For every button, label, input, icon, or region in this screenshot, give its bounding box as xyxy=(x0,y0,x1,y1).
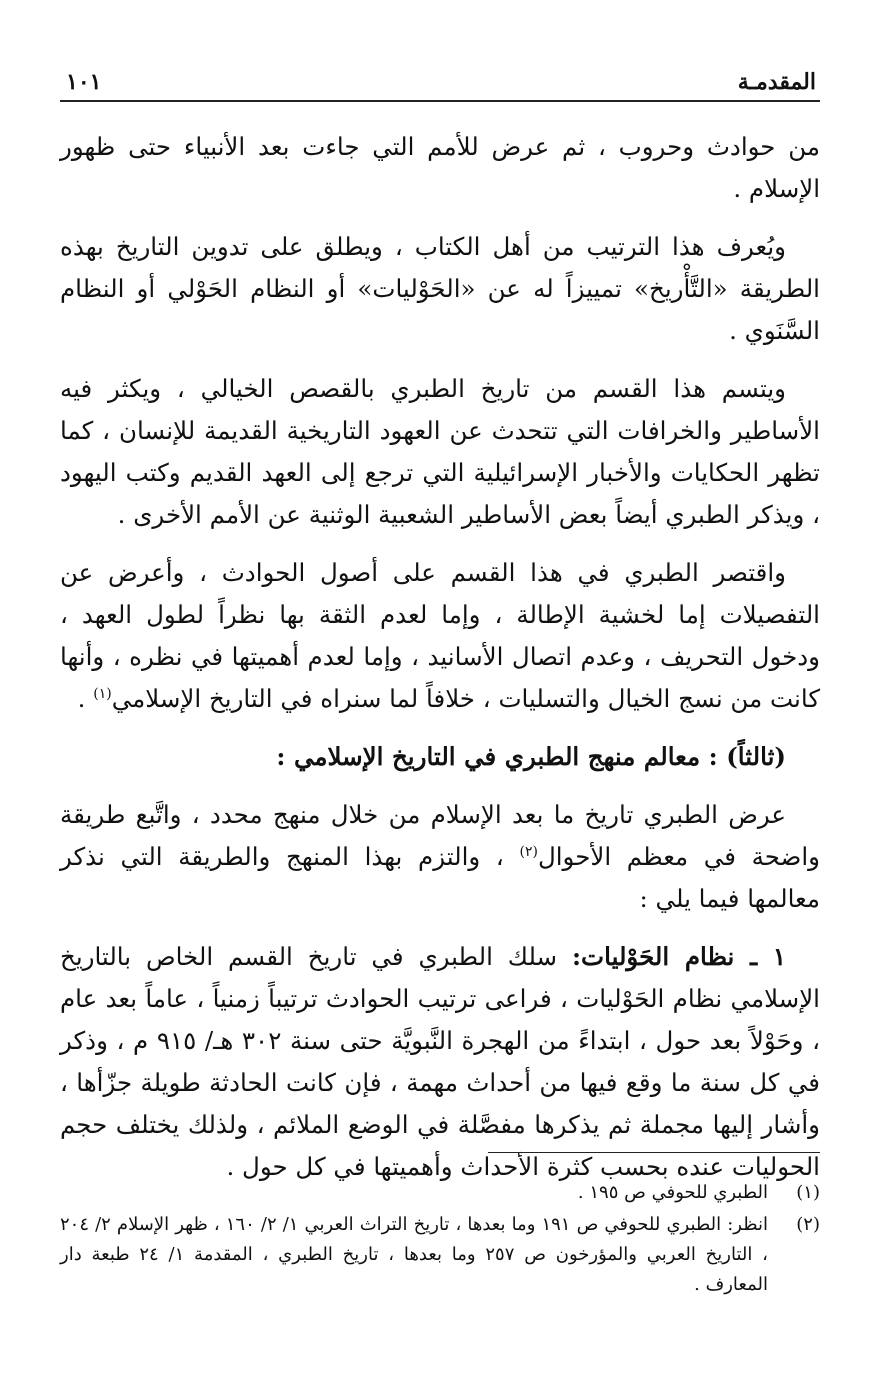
paragraph-6-text: سلك الطبري في تاريخ القسم الخاص بالتاريخ الإسلامي نظام الحَوْليات ، فراعى ترتيب الحوادث ترتيباً زمنياً ، عاماً بعد عام ، وحَوْلاً بعد حول ، ابتداءً من الهجرة النَّبويَّة حتى سنة ٣٠٢ هـ/ ٩١٥ م ، وذكر في كل سنة ما وقع فيها من أحداث مهمة ، فإن كانت الحادثة طويلة جزّأها ، وأشار إليها مجملة ثم يذكرها مفصَّلة في الوضع الملائم ، ولذلك يختلف حجم الحوليات عنده بحسب كثرة الأحداث وأهميتها في كل حول . xyxy=(60,942,820,1181)
paragraph-5-text: عرض الطبري تاريخ ما بعد الإسلام من خلال منهج محدد ، واتَّبع طريقة واضحة في معظم الأحوال xyxy=(60,800,820,871)
footnotes xyxy=(60,1178,820,1302)
footnote-ref-2: (٢) xyxy=(519,843,538,860)
page-number: ١٠١ xyxy=(66,69,102,95)
book-page xyxy=(60,58,820,1358)
footnote-text: الطبري للحوفي ص ١٩٥ . xyxy=(577,1182,768,1203)
section-heading: (ثالثاً) : معالم منهج الطبري في التاريخ الإسلامي : xyxy=(276,742,786,771)
footnote-2 xyxy=(60,1210,820,1300)
footnote-1 xyxy=(60,1178,820,1208)
footnote-ref-1: (١) xyxy=(93,685,112,702)
paragraph-5 xyxy=(60,794,820,920)
paragraph-4-text: واقتصر الطبري في هذا القسم على أصول الحوادث ، وأعرض عن التفصيلات إما لخشية الإطالة ، وإما لعدم الثقة بها نظراً لطول العهد ، ودخول التحريف ، وعدم اتصال الأسانيد ، وإما لعدم أهميتها في نظره ، وأنها كانت من نسج الخيال والتسليات ، خلافاً لما سنراه في التاريخ الإسلامي xyxy=(60,558,820,713)
paragraph-3: ويتسم هذا القسم من تاريخ الطبري بالقصص الخيالي ، ويكثر فيه الأساطير والخرافات التي تتحدث عن العهود التاريخية القديمة للإنسان ، كما تظهر الحكايات والأخبار الإسرائيلية التي ترجع إلى العهد القديم وكتب اليهود ، ويذكر الطبري أيضاً بعض الأساطير الشعبية الوثنية عن الأمم الأخرى . xyxy=(60,374,820,529)
footnote-marker: (٢) xyxy=(796,1214,820,1235)
running-header-title: المقدمـة xyxy=(737,69,816,95)
paragraph-1: من حوادث وحروب ، ثم عرض للأمم التي جاءت بعد الأنبياء حتى ظهور الإسلام . xyxy=(60,132,820,203)
footnote-marker: (١) xyxy=(796,1182,820,1203)
paragraph-4 xyxy=(60,552,820,720)
paragraph-4-end: . xyxy=(77,684,94,713)
footnote-divider xyxy=(488,1152,820,1153)
paragraph-2: ويُعرف هذا الترتيب من أهل الكتاب ، ويطلق على تدوين التاريخ بهذه الطريقة «التَّأْريخ» تمييزاً له عن «الحَوْليات» أو النظام الحَوْلي أو النظام السَّنَوي . xyxy=(60,232,820,345)
paragraph-6 xyxy=(60,936,820,1188)
paragraph-5-end: ، والتزم بهذا المنهج والطريقة التي نذكر معالمها فيما يلي : xyxy=(60,842,820,913)
main-text xyxy=(60,126,820,1188)
subsection-label: ١ ـ نظام الحَوْليات: xyxy=(572,942,786,971)
footnote-text: انظر: الطبري للحوفي ص ١٩١ وما بعدها ، تاريخ التراث العربي ١/ ٢/ ١٦٠ ، ظهر الإسلام ٢/ ٢٠٤ ، التاريخ العربي والمؤرخون ص ٢٥٧ وما بعدها ، تاريخ الطبري ، المقدمة ١/ ٢٤ طبعة دار المعارف . xyxy=(60,1214,769,1295)
page-header xyxy=(60,58,820,102)
